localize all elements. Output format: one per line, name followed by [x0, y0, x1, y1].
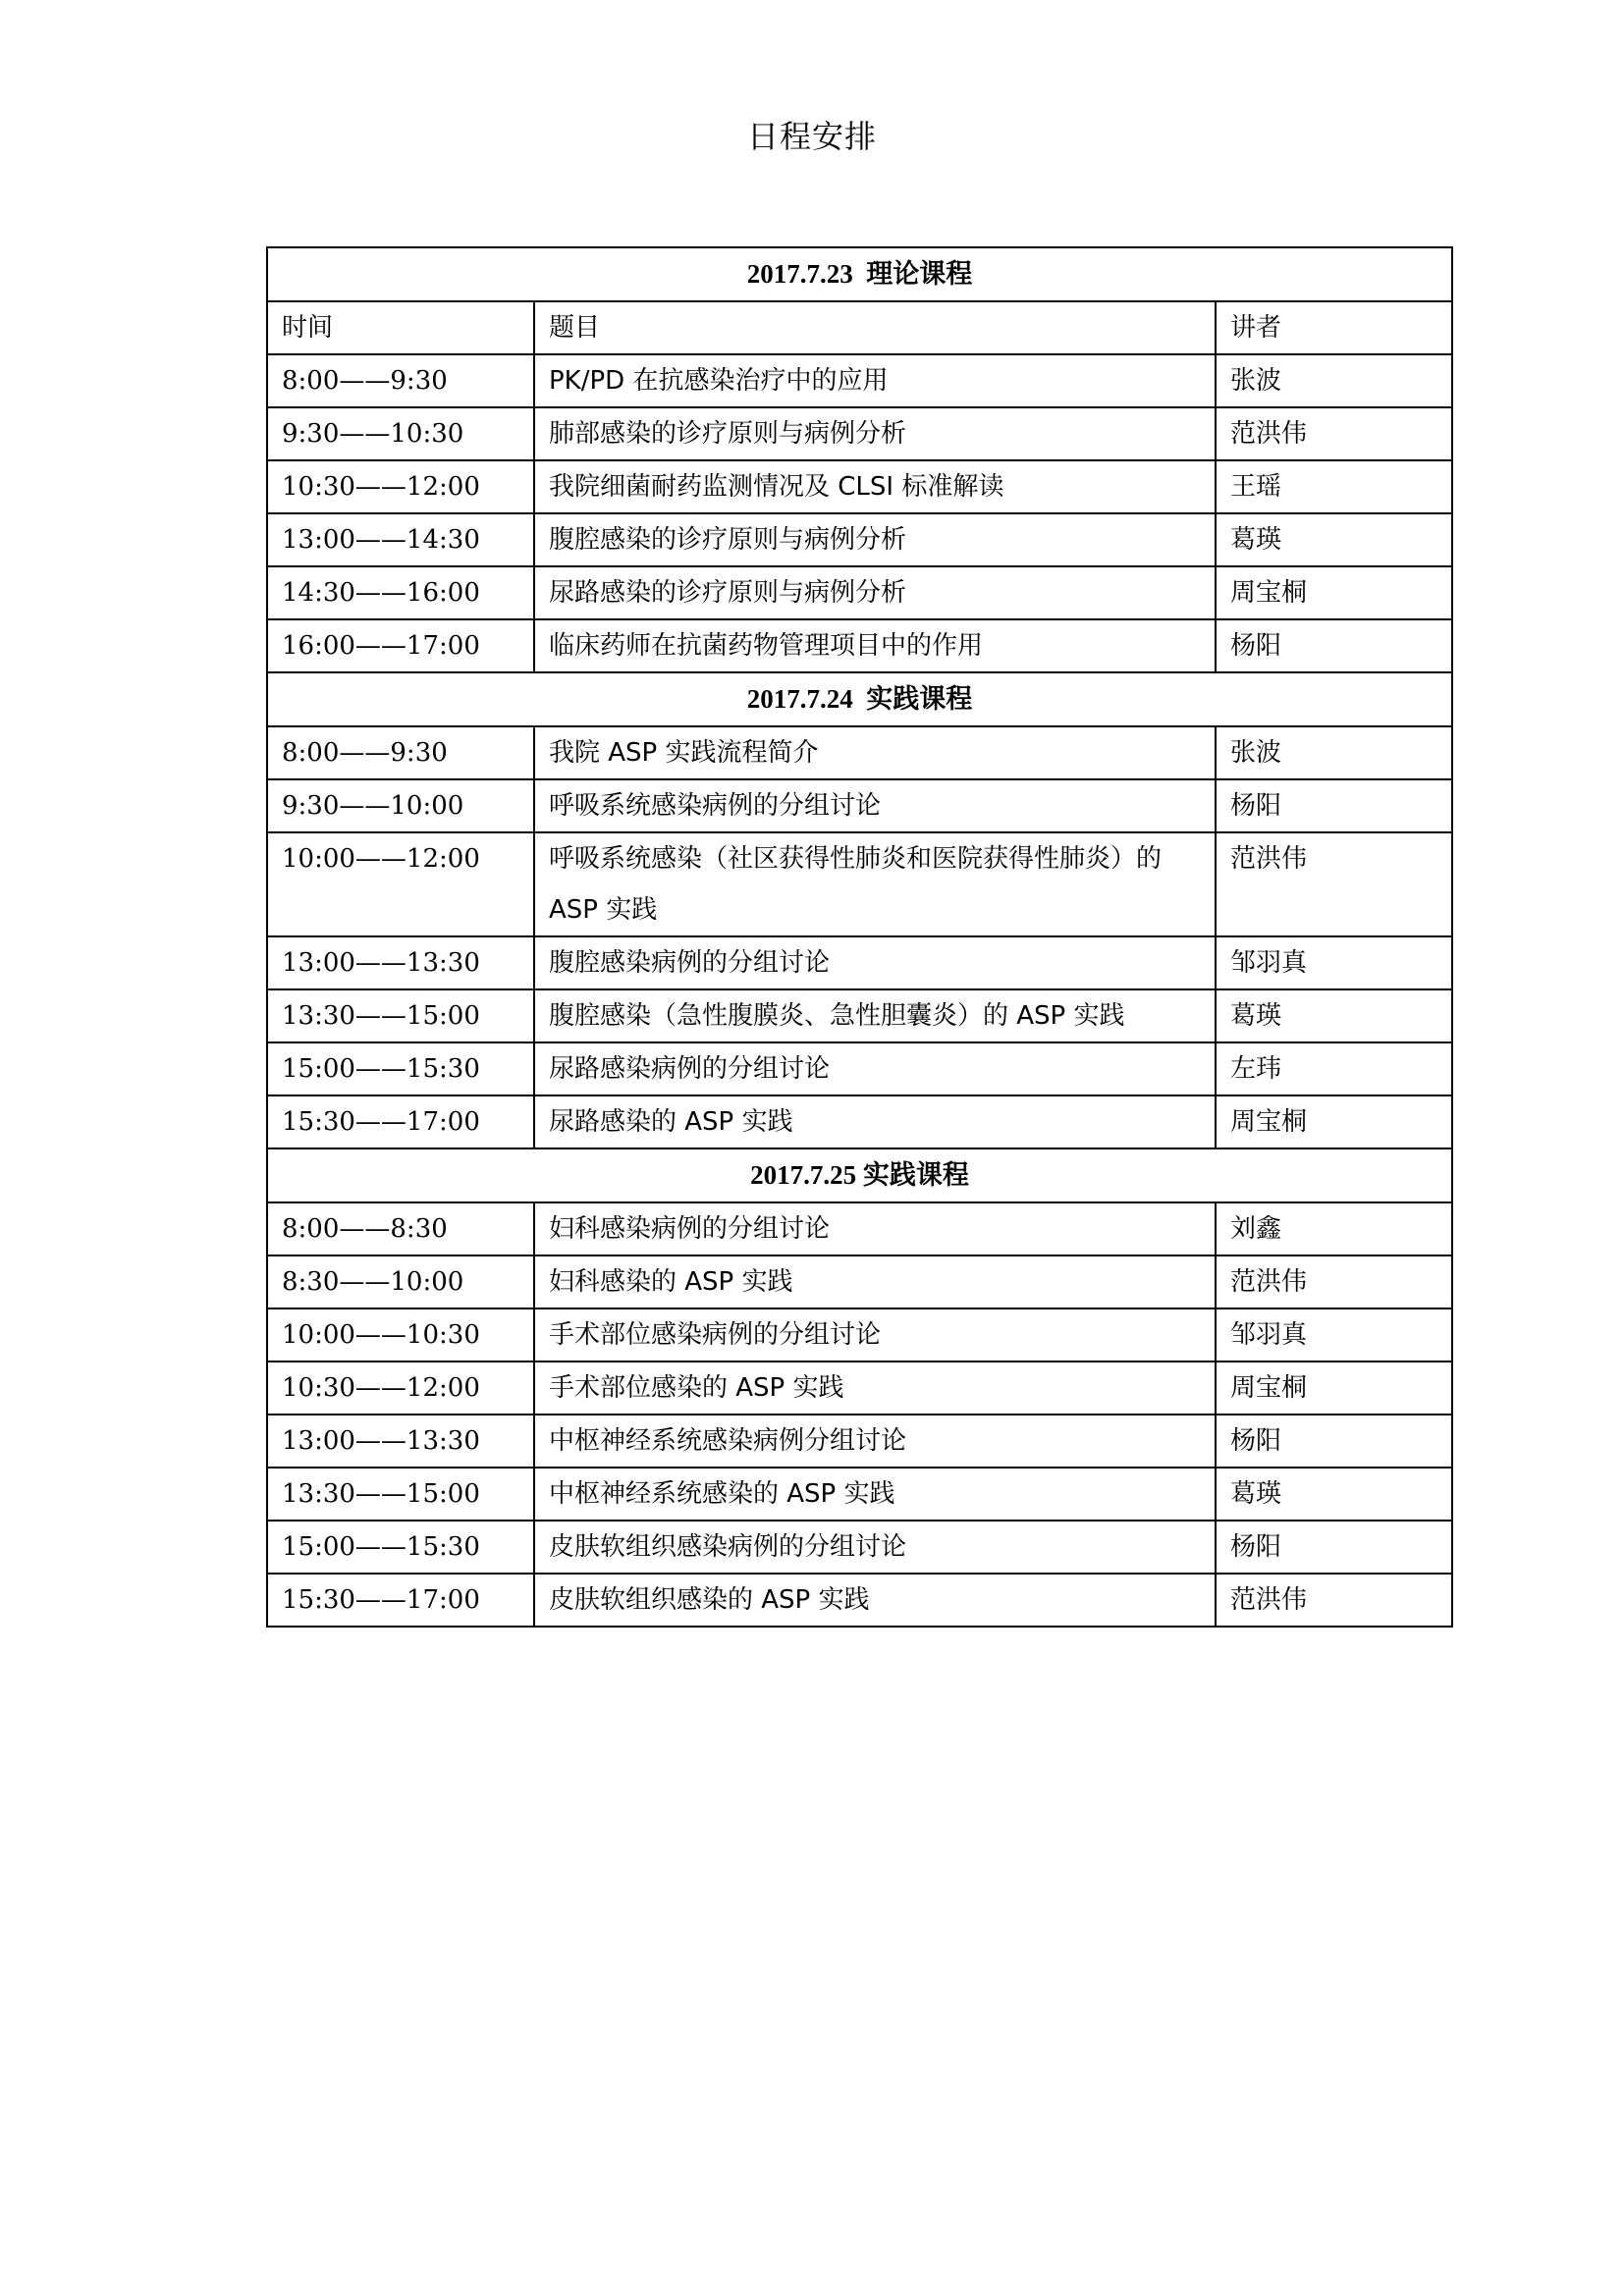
table-row [267, 1468, 1452, 1521]
time-cell: 8:30——10:00 [267, 1255, 534, 1308]
speaker-cell: 周宝桐 [1216, 1362, 1452, 1415]
topic-cell: 呼吸系统感染病例的分组讨论 [534, 779, 1216, 832]
section-date: 2017.7.25 [750, 1160, 857, 1190]
table-row [267, 460, 1452, 513]
table-row [267, 832, 1452, 936]
table-row [267, 1202, 1452, 1255]
section-header-row [267, 1148, 1452, 1202]
speaker-cell: 王瑶 [1216, 460, 1452, 513]
section-header [267, 672, 1452, 726]
topic-cell: PK/PD 在抗感染治疗中的应用 [534, 354, 1216, 407]
speaker-cell: 周宝桐 [1216, 1095, 1452, 1148]
time-cell: 16:00——17:00 [267, 619, 534, 672]
topic-cell: 皮肤软组织感染的 ASP 实践 [534, 1574, 1216, 1627]
section-date: 2017.7.24 [746, 684, 853, 714]
speaker-cell: 杨阳 [1216, 1521, 1452, 1574]
table-row [267, 1308, 1452, 1362]
topic-cell: 中枢神经系统感染病例分组讨论 [534, 1415, 1216, 1468]
time-cell: 10:00——10:30 [267, 1308, 534, 1362]
topic-cell: 我院细菌耐药监测情况及 CLSI 标准解读 [534, 460, 1216, 513]
time-cell: 14:30——16:00 [267, 566, 534, 619]
time-cell: 8:00——8:30 [267, 1202, 534, 1255]
topic-cell: 尿路感染病例的分组讨论 [534, 1042, 1216, 1095]
time-cell: 10:30——12:00 [267, 1362, 534, 1415]
table-row [267, 1521, 1452, 1574]
column-header-topic: 题目 [534, 301, 1216, 354]
table-row [267, 989, 1452, 1042]
table-row [267, 726, 1452, 779]
topic-cell: 尿路感染的诊疗原则与病例分析 [534, 566, 1216, 619]
topic-cell: 手术部位感染的 ASP 实践 [534, 1362, 1216, 1415]
speaker-cell: 范洪伟 [1216, 1255, 1452, 1308]
table-row [267, 1362, 1452, 1415]
section-header-row [267, 247, 1452, 301]
time-cell: 8:00——9:30 [267, 726, 534, 779]
section-header [267, 1148, 1452, 1202]
speaker-cell: 范洪伟 [1216, 832, 1452, 936]
section-header-row [267, 672, 1452, 726]
section-header [267, 247, 1452, 301]
time-cell: 13:30——15:00 [267, 1468, 534, 1521]
topic-cell: 呼吸系统感染（社区获得性肺炎和医院获得性肺炎）的 ASP 实践 [534, 832, 1216, 936]
topic-cell: 腹腔感染病例的分组讨论 [534, 936, 1216, 989]
speaker-cell: 杨阳 [1216, 619, 1452, 672]
topic-cell: 腹腔感染的诊疗原则与病例分析 [534, 513, 1216, 566]
time-cell: 15:00——15:30 [267, 1521, 534, 1574]
table-row [267, 779, 1452, 832]
table-row [267, 1255, 1452, 1308]
schedule-table [266, 246, 1453, 1628]
section-name: 实践课程 [866, 684, 973, 715]
topic-cell: 手术部位感染病例的分组讨论 [534, 1308, 1216, 1362]
table-row [267, 1574, 1452, 1627]
table-row [267, 1415, 1452, 1468]
table-row [267, 566, 1452, 619]
speaker-cell: 葛瑛 [1216, 989, 1452, 1042]
topic-cell: 腹腔感染（急性腹膜炎、急性胆囊炎）的 ASP 实践 [534, 989, 1216, 1042]
time-cell: 8:00——9:30 [267, 354, 534, 407]
section-name: 理论课程 [866, 259, 973, 290]
speaker-cell: 张波 [1216, 726, 1452, 779]
time-cell: 13:00——13:30 [267, 936, 534, 989]
time-cell: 13:00——13:30 [267, 1415, 534, 1468]
table-row [267, 407, 1452, 460]
column-header-time: 时间 [267, 301, 534, 354]
table-row [267, 936, 1452, 989]
speaker-cell: 周宝桐 [1216, 566, 1452, 619]
table-row [267, 513, 1452, 566]
column-header-row [267, 301, 1452, 354]
time-cell: 15:30——17:00 [267, 1574, 534, 1627]
table-row [267, 354, 1452, 407]
speaker-cell: 杨阳 [1216, 1415, 1452, 1468]
time-cell: 13:30——15:00 [267, 989, 534, 1042]
topic-cell: 我院 ASP 实践流程简介 [534, 726, 1216, 779]
page-title: 日程安排 [746, 118, 877, 155]
speaker-cell: 邹羽真 [1216, 936, 1452, 989]
topic-cell: 尿路感染的 ASP 实践 [534, 1095, 1216, 1148]
speaker-cell: 刘鑫 [1216, 1202, 1452, 1255]
time-cell: 9:30——10:00 [267, 779, 534, 832]
speaker-cell: 范洪伟 [1216, 407, 1452, 460]
speaker-cell: 张波 [1216, 354, 1452, 407]
topic-cell: 皮肤软组织感染病例的分组讨论 [534, 1521, 1216, 1574]
speaker-cell: 范洪伟 [1216, 1574, 1452, 1627]
speaker-cell: 左玮 [1216, 1042, 1452, 1095]
time-cell: 10:00——12:00 [267, 832, 534, 936]
speaker-cell: 杨阳 [1216, 779, 1452, 832]
topic-cell: 妇科感染病例的分组讨论 [534, 1202, 1216, 1255]
time-cell: 13:00——14:30 [267, 513, 534, 566]
table-row [267, 619, 1452, 672]
section-name: 实践课程 [862, 1160, 969, 1191]
time-cell: 15:30——17:00 [267, 1095, 534, 1148]
topic-cell: 肺部感染的诊疗原则与病例分析 [534, 407, 1216, 460]
topic-cell: 妇科感染的 ASP 实践 [534, 1255, 1216, 1308]
table-row [267, 1095, 1452, 1148]
time-cell: 9:30——10:30 [267, 407, 534, 460]
speaker-cell: 葛瑛 [1216, 513, 1452, 566]
topic-cell: 中枢神经系统感染的 ASP 实践 [534, 1468, 1216, 1521]
topic-cell: 临床药师在抗菌药物管理项目中的作用 [534, 619, 1216, 672]
speaker-cell: 邹羽真 [1216, 1308, 1452, 1362]
time-cell: 15:00——15:30 [267, 1042, 534, 1095]
section-date: 2017.7.23 [746, 259, 853, 289]
schedule-body [267, 247, 1452, 1627]
time-cell: 10:30——12:00 [267, 460, 534, 513]
table-row [267, 1042, 1452, 1095]
speaker-cell: 葛瑛 [1216, 1468, 1452, 1521]
column-header-speaker: 讲者 [1216, 301, 1452, 354]
